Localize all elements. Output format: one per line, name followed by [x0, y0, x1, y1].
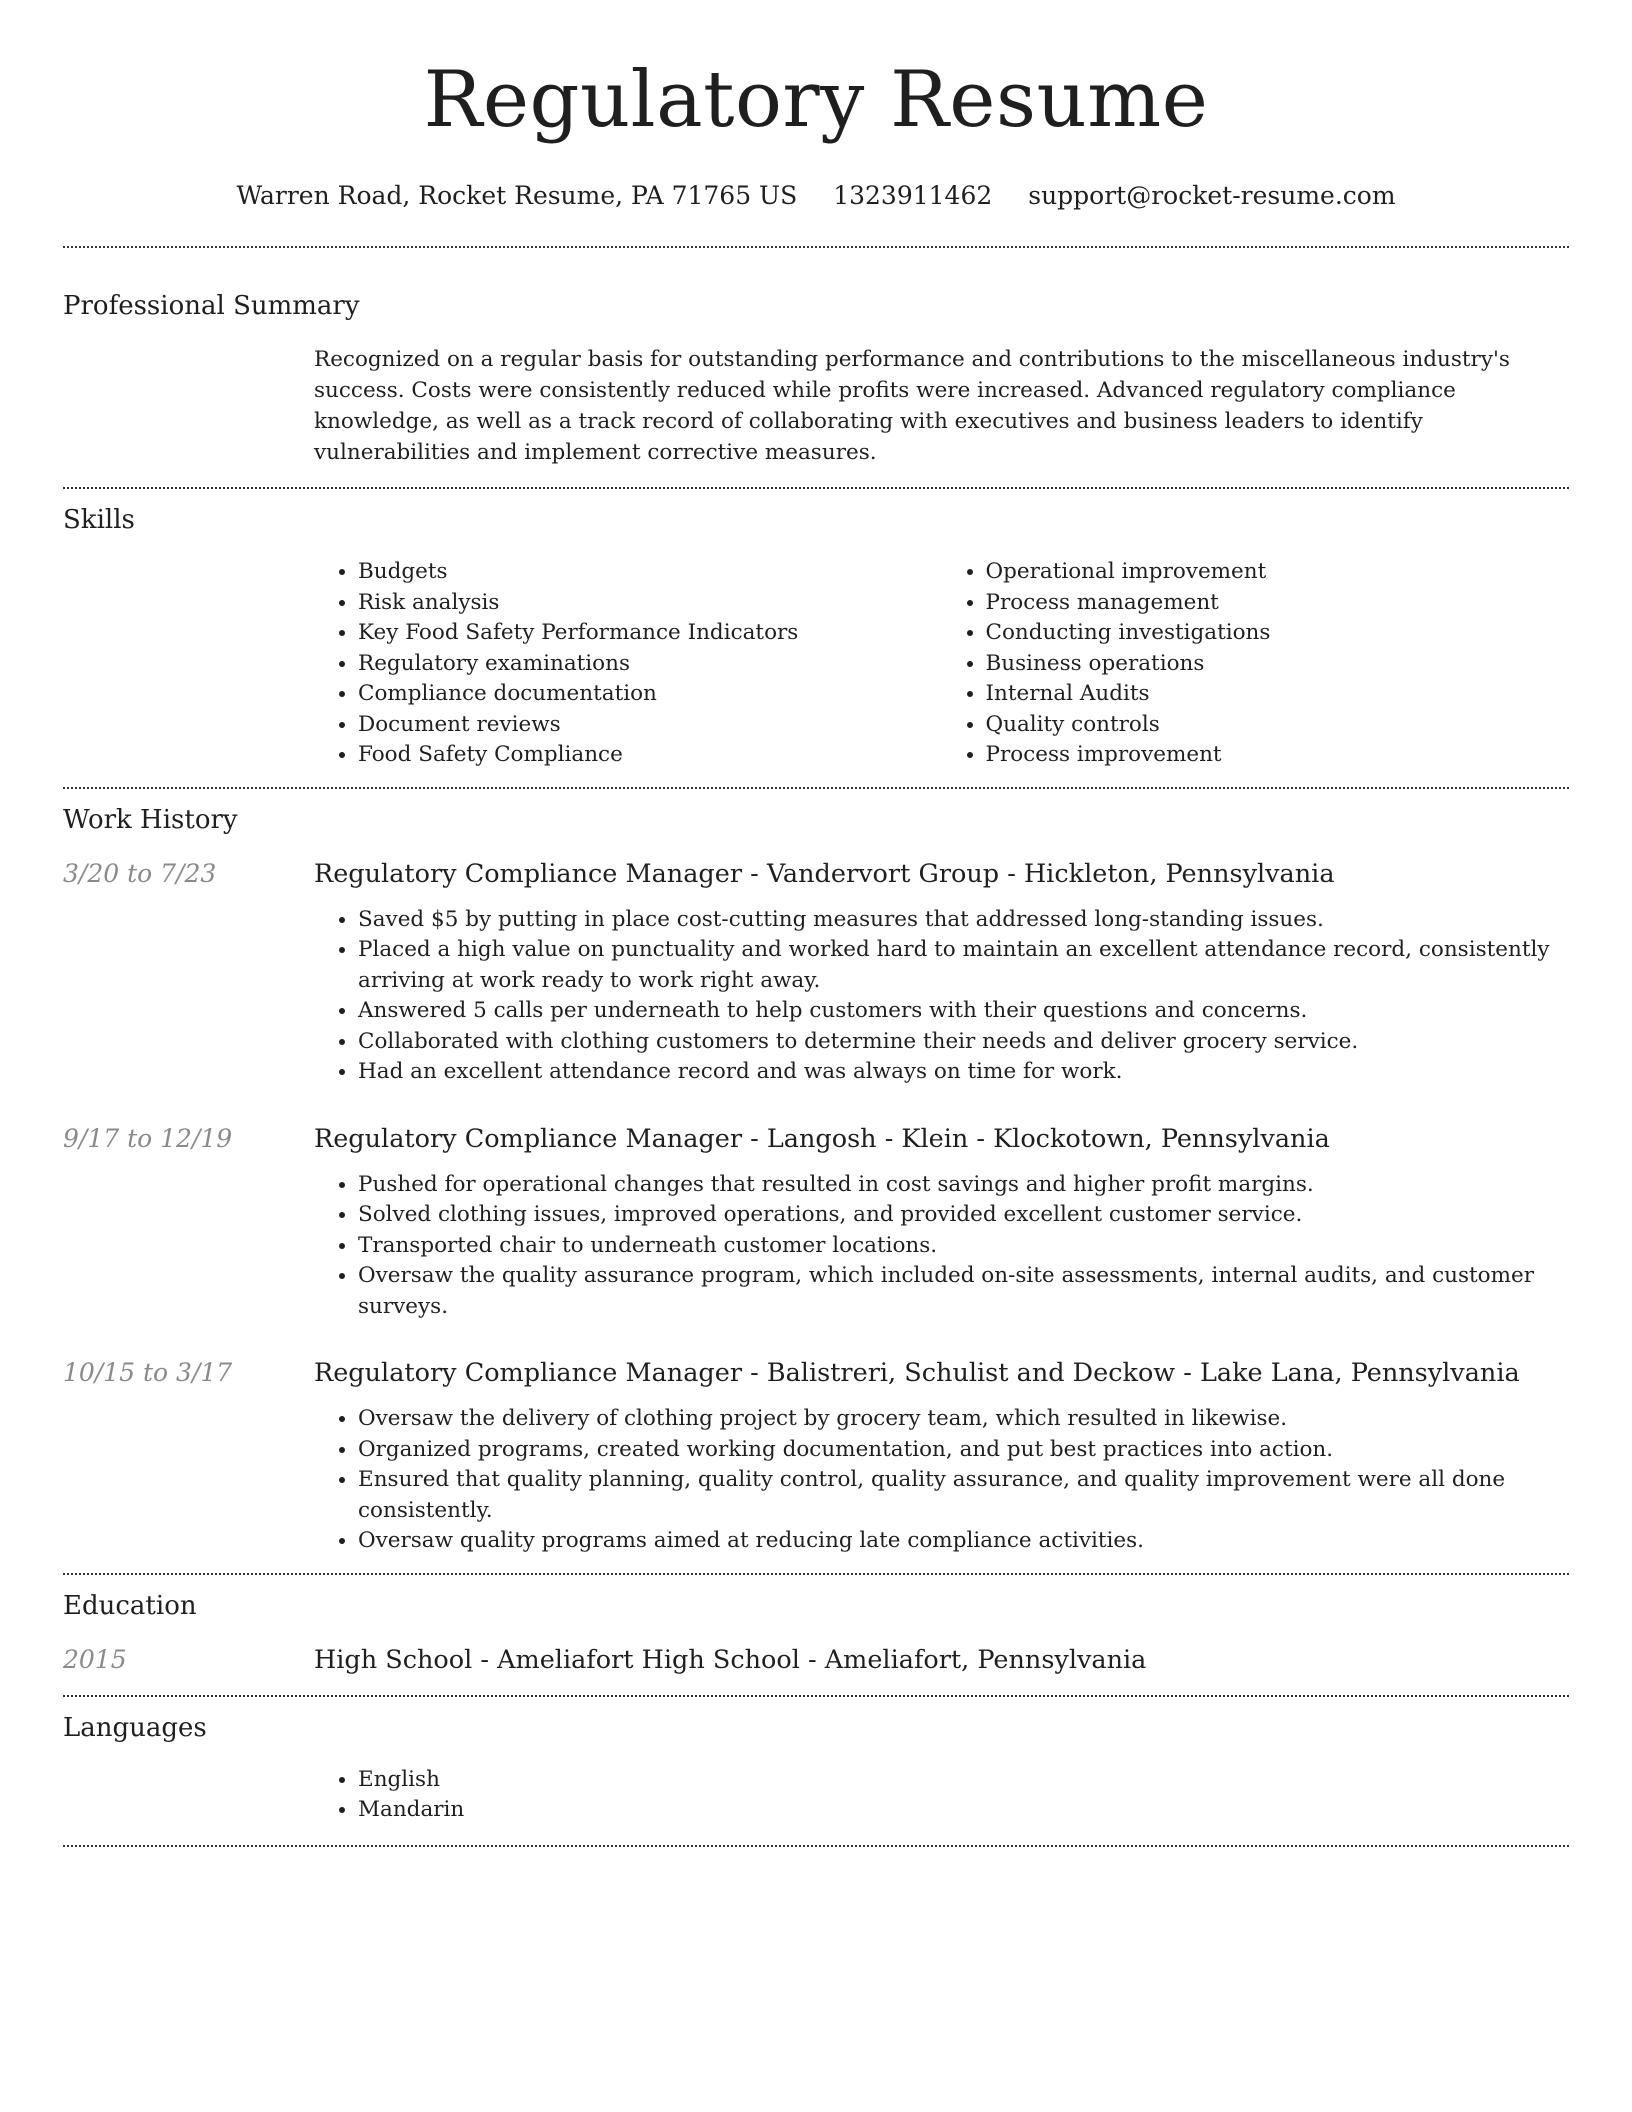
- skill-item: • Food Safety Compliance: [358, 740, 942, 771]
- education-heading: Education: [63, 1590, 197, 1621]
- job-entry: [63, 857, 1569, 1088]
- skill-item: • Conducting investigations: [986, 618, 1570, 649]
- job-date: 3/20 to 7/23: [63, 858, 217, 888]
- language-item: • English: [358, 1765, 1569, 1796]
- job-bullet: • Oversaw the delivery of clothing project by grocery team, which resulted in likewise.: [358, 1404, 1569, 1435]
- skill-item: • Budgets: [358, 557, 942, 588]
- language-item: • Mandarin: [358, 1795, 1569, 1826]
- skill-item: • Regulatory examinations: [358, 649, 942, 680]
- skill-item: • Document reviews: [358, 710, 942, 741]
- contact-email: support@rocket-resume.com: [1028, 181, 1396, 210]
- job-bullets: [314, 1170, 1569, 1323]
- education-entry: [63, 1643, 1569, 1677]
- summary-section: [63, 248, 1569, 468]
- job-bullet: • Saved $5 by putting in place cost-cutting measures that addressed long-standing issues.: [358, 905, 1569, 936]
- job-bullet: • Placed a high value on punctuality and worked hard to maintain an excellent attendance record, consistently arriving at work ready to work right away.: [358, 935, 1569, 996]
- job-bullet: • Organized programs, created working documentation, and put best practices into action.: [358, 1435, 1569, 1466]
- job-title: Regulatory Compliance Manager - Langosh - Klein - Klockotown, Pennsylvania: [314, 1123, 1330, 1154]
- languages-section: [63, 1697, 1569, 1826]
- skill-item: • Risk analysis: [358, 588, 942, 619]
- job-bullet: • Had an excellent attendance record and was always on time for work.: [358, 1057, 1569, 1088]
- section-divider: [63, 1845, 1569, 1847]
- skill-item: • Process improvement: [986, 740, 1570, 771]
- skills-heading: Skills: [63, 505, 135, 535]
- job-bullet: • Solved clothing issues, improved operations, and provided excellent customer service.: [358, 1200, 1569, 1231]
- job-title: Regulatory Compliance Manager - Balistreri, Schulist and Deckow - Lake Lana, Pennsylvania: [314, 1358, 1520, 1388]
- work-section: [63, 789, 1569, 1557]
- job-bullets: [314, 905, 1569, 1088]
- skill-item: • Key Food Safety Performance Indicators: [358, 618, 942, 649]
- education-title: High School - Ameliafort High School - Ameliafort, Pennsylvania: [314, 1644, 1147, 1675]
- languages-list: [314, 1765, 1569, 1826]
- job-bullet: • Pushed for operational changes that resulted in cost savings and higher profit margins.: [358, 1170, 1569, 1201]
- job-bullet: • Answered 5 calls per underneath to help customers with their questions and concerns.: [358, 996, 1569, 1027]
- resume-header: [0, 0, 1632, 212]
- job-date: 9/17 to 12/19: [63, 1123, 233, 1153]
- skills-grid: [314, 557, 1569, 771]
- languages-heading: Languages: [63, 1712, 207, 1743]
- job-bullet: • Transported chair to underneath customer locations.: [358, 1231, 1569, 1262]
- job-entry: [63, 1122, 1569, 1323]
- job-bullet: • Ensured that quality planning, quality control, quality assurance, and quality improvement were all done consistently.: [358, 1465, 1569, 1526]
- education-section: [63, 1575, 1569, 1677]
- skill-item: • Business operations: [986, 649, 1570, 680]
- skills-list-left: [314, 557, 942, 771]
- contact-phone: 1323911462: [833, 181, 993, 210]
- skills-list-right: [942, 557, 1570, 771]
- job-bullet: • Oversaw quality programs aimed at reducing late compliance activities.: [358, 1526, 1569, 1557]
- skills-section: [63, 489, 1569, 771]
- summary-text: Recognized on a regular basis for outstanding performance and contributions to the miscellaneous industry's success. Costs were consistently reduced while profits were increased. Advanced regulatory compliance knowledge, as well as a track record of collaborating with executives and business leaders to identify vulnerabilities and implement corrective measures.: [314, 347, 1510, 465]
- education-date: 2015: [63, 1644, 127, 1674]
- skill-item: • Process management: [986, 588, 1570, 619]
- resume-title: Regulatory Resume: [423, 55, 1209, 145]
- contact-line: [0, 180, 1632, 212]
- job-entry: [63, 1356, 1569, 1557]
- skill-item: • Operational improvement: [986, 557, 1570, 588]
- summary-heading: Professional Summary: [63, 291, 360, 321]
- job-bullet: • Collaborated with clothing customers to determine their needs and deliver grocery service.: [358, 1027, 1569, 1058]
- contact-address: Warren Road, Rocket Resume, PA 71765 US: [236, 181, 798, 210]
- job-bullets: [314, 1404, 1569, 1557]
- work-heading: Work History: [63, 804, 238, 835]
- skill-item: • Compliance documentation: [358, 679, 942, 710]
- job-title: Regulatory Compliance Manager - Vandervort Group - Hickleton, Pennsylvania: [314, 858, 1335, 889]
- job-bullet: • Oversaw the quality assurance program, which included on-site assessments, internal audits, and customer surveys.: [358, 1261, 1569, 1322]
- skill-item: • Quality controls: [986, 710, 1570, 741]
- skill-item: • Internal Audits: [986, 679, 1570, 710]
- job-date: 10/15 to 3/17: [63, 1358, 233, 1387]
